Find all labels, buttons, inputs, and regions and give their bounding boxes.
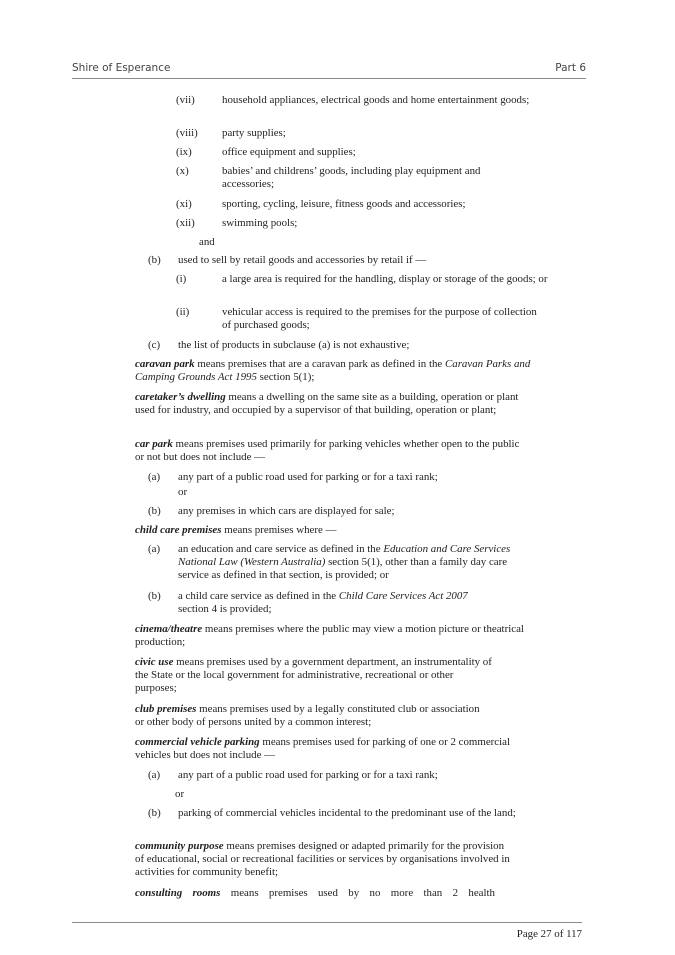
- definition-text: [135, 840, 515, 880]
- definition-term: child care premises: [135, 524, 222, 536]
- definition-body: means premises used primarily for parking vehicles whether open to the public or not but does not include —: [135, 438, 520, 464]
- item-text: any part of a public road used for parking or for a taxi rank;: [178, 471, 438, 483]
- definition-text: [135, 524, 555, 537]
- item-text: household appliances, electrical goods and home entertainment goods;: [222, 94, 530, 106]
- definition-body: means premises used for parking of one or 2 commercial vehicles but does not include —: [135, 736, 511, 762]
- item-text: office equipment and supplies;: [222, 146, 356, 158]
- item-label: (xi): [176, 198, 192, 210]
- definition-body: means premises where —: [221, 524, 337, 536]
- definition-text: [135, 623, 535, 649]
- item-text: any part of a public road used for parking or for a taxi rank;: [178, 769, 438, 781]
- page-footer: [72, 922, 582, 940]
- definition-body: means premises that are a caravan park as defined in the: [194, 358, 445, 370]
- definition-term: civic use: [135, 656, 174, 668]
- item-text: a large area is required for the handling, display or storage of the goods; or: [222, 273, 548, 285]
- act-title: Caravan Parks and Camping Grounds Act 1995: [135, 358, 531, 384]
- definition-body: means premises used by a legally constituted club or association or other body of persons united by a common interest;: [135, 703, 480, 729]
- item-label: (c): [148, 339, 161, 351]
- definition-text: [135, 703, 480, 729]
- item-text: [178, 590, 523, 616]
- item-label: (ii): [176, 306, 190, 318]
- item-label: (ix): [176, 146, 192, 158]
- definition-text: [135, 736, 535, 762]
- definition-body: means premises where the public may view a motion picture or theatrical production;: [135, 623, 524, 649]
- item-text-part: a child care service as defined in the: [178, 590, 339, 602]
- item-text-part: section 5(1), other than a family day care service as defined in that section, is provided; or: [178, 556, 508, 582]
- item-text: parking of commercial vehicles incidental to the predominant use of the land;: [178, 807, 516, 819]
- definition-body: means premises used by no more than 2 health: [220, 887, 495, 899]
- definition-term: caretaker’s dwelling: [135, 391, 226, 403]
- item-text-part: section 4 is provided;: [178, 603, 272, 616]
- act-title: Education and Care Services National Law (Western Australia): [178, 543, 511, 569]
- item-text: any premises in which cars are displayed for sale;: [178, 505, 395, 517]
- item-label: (i): [176, 273, 187, 285]
- item-label: (b): [148, 590, 161, 602]
- item-text: party supplies;: [222, 127, 286, 139]
- item-label: (xii): [176, 217, 195, 229]
- item-text: the list of products in subclause (a) is not exhaustive;: [178, 339, 410, 351]
- item-text: [178, 543, 523, 583]
- header-part: Part 6: [555, 62, 586, 74]
- item-label: (b): [148, 254, 161, 266]
- and-text: and: [199, 236, 215, 248]
- act-title: Child Care Services Act 2007: [338, 590, 468, 602]
- or-text: or: [175, 788, 185, 800]
- or-text: or: [178, 486, 188, 498]
- item-label: (a): [148, 543, 161, 555]
- page-header: [72, 62, 586, 79]
- item-label: (vii): [176, 94, 195, 106]
- item-text: swimming pools;: [222, 217, 298, 229]
- definition-term: club premises: [135, 703, 197, 715]
- item-label: (a): [148, 769, 161, 781]
- definition-term: car park: [135, 438, 173, 450]
- definition-term: commercial vehicle parking: [135, 736, 260, 748]
- item-label: (b): [148, 807, 161, 819]
- item-label: (b): [148, 505, 161, 517]
- definition-body: section 5(1);: [256, 371, 315, 384]
- definition-term: consulting rooms: [135, 887, 221, 899]
- item-text-part: an education and care service as defined in the: [178, 543, 384, 555]
- definition-text: [135, 887, 495, 900]
- definition-term: cinema/theatre: [135, 623, 203, 635]
- definition-text: [135, 391, 535, 417]
- definition-text: [135, 656, 495, 696]
- page-number: Page 27 of 117: [516, 928, 582, 940]
- definition-text: [135, 438, 527, 464]
- definition-term: caravan park: [135, 358, 195, 370]
- item-text: vehicular access is required to the premises for the purpose of collection of purchased goods;: [222, 306, 537, 332]
- definition-term: community purpose: [135, 840, 224, 852]
- item-text: babies’ and childrens’ goods, including play equipment and accessories;: [222, 165, 481, 191]
- header-shire-name: Shire of Esperance: [72, 62, 171, 74]
- item-label: (viii): [176, 127, 198, 139]
- item-text: sporting, cycling, leisure, fitness goods and accessories;: [222, 198, 466, 210]
- definition-body: means premises designed or adapted primarily for the provision of educational, social or recreational facilities or services by organisations involved in activities for community benefit;: [135, 840, 510, 879]
- definition-body: means a dwelling on the same site as a building, operation or plant used for industry, and occupied by a supervisor of that building, operation or plant;: [135, 391, 519, 417]
- definition-text: [135, 358, 567, 384]
- item-label: (x): [176, 165, 189, 177]
- item-label: (a): [148, 471, 161, 483]
- item-text: used to sell by retail goods and accessories by retail if —: [178, 254, 427, 266]
- definition-body: means premises used by a government department, an instrumentality of the State or the local government for administrative, recreational or other purposes;: [135, 656, 492, 695]
